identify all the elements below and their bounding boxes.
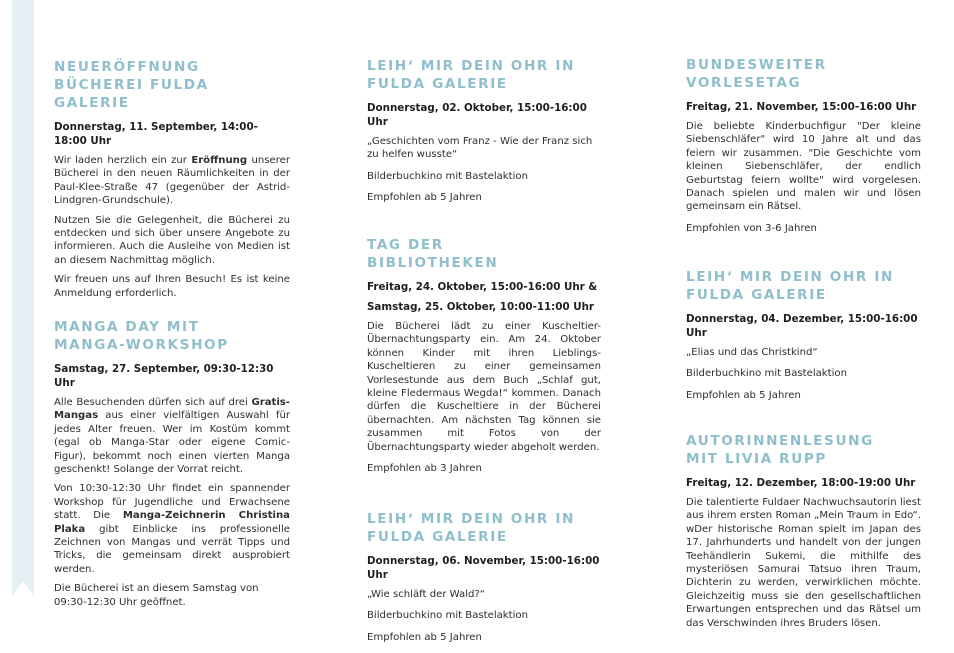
event-title-line2: MIT LIVIA RUPP — [686, 451, 827, 467]
event-title-line1: TAG DER — [367, 237, 444, 253]
event-note: Die Bücherei ist an diesem Samstag von 09:30-12:30 Uhr geöffnet. — [54, 583, 259, 608]
event-note: Wir freuen uns auf Ihren Besuch! Es ist keine Anmeldung erforderlich. — [54, 274, 290, 299]
event-activity: Bilderbuchkino mit Bastelaktion — [686, 368, 847, 380]
event-leih-mir-dein-ohr-dezember — [686, 268, 921, 408]
event-title-line1: LEIHʻ MIR DEIN OHR IN — [686, 269, 894, 285]
event-description: Von 10:30-12:30 Uhr findet ein spannender Workshop für Jugendliche und Erwachsene statt. Die Manga-Zeichnerin Christina Plaka gibt Einblicke ins professionelle Zeichnen von Mangas und verrät Tipps und Tricks, die gemeinsam direkt ausprobiert werden. — [54, 483, 290, 575]
event-description: Die beliebte Kinderbuchfigur "Der kleine Siebenschläfer" wird 10 Jahre alt und das feiern wir zusammen. "Die Geschichte vom kleinen Siebenschläfer, der endlich Geburtstag feiern wollte" wird vorgelesen. Danach spielen und malen wir und lösen gemeinsam ein Rätsel. — [686, 121, 921, 213]
event-date: Donnerstag, 06. November, 15:00-16:00 Uhr — [367, 555, 600, 581]
event-title-line1: MANGA DAY MIT — [54, 319, 200, 335]
event-title — [54, 58, 290, 112]
event-description: Alle Besuchenden dürfen sich auf drei Gratis-Mangas aus einer vielfältigen Auswahl für jedes Alter freuen. Wer im Kostüm kommt (egal ob Manga-Star oder eigene Comic-Figur), bekommt noch einen vierten Manga geschenkt! Solange der Vorrat reicht. — [54, 397, 290, 476]
event-opening — [54, 58, 290, 306]
event-title-line1: NEUERÖFFNUNG — [54, 59, 200, 75]
event-description: Die talentierte Fuldaer Nachwuchsautorin liest aus ihrem ersten Roman „Mein Traum in Edo“. wDer historische Roman spielt im Japan des 17. Jahrhunderts und handelt von der jungen Teehändlerin Sukemi, die mithilfe des mysteriösen Samurai Tatsuo ihren Traum, Dichterin zu werden, verwirklichen möchte. Gleichzeitig muss sie den gesellschaftlichen Erwartungen entsprechen und das Rätsel um das Verschwinden ihres Bruders lösen. — [686, 497, 921, 629]
event-title-line2: MANGA-WORKSHOP — [54, 337, 229, 353]
event-description: Nutzen Sie die Gelegenheit, die Bücherei zu entdecken und sich über unsere Angebote zu informieren. Auch die Ausleihe von Medien ist an diesem Nachmittag möglich. — [54, 214, 290, 266]
event-vorlesetag — [686, 56, 921, 241]
event-description: Wir laden herzlich ein zur Eröffnung unserer Bücherei in den neuen Räumlichkeiten in der Paul-Klee-Straße 47 (gegenüber der Astrid-Lindgren-Grundschule). — [54, 155, 290, 207]
event-title-line2: FULDA GALERIE — [367, 76, 508, 92]
event-title — [367, 57, 601, 93]
event-title — [367, 510, 601, 546]
bookmark-ribbon — [12, 0, 34, 596]
event-title-line1: BUNDESWEITER — [686, 57, 827, 73]
event-title-line1: LEIHʻ MIR DEIN OHR IN — [367, 58, 575, 74]
event-title-line2: BIBLIOTHEKEN — [367, 255, 499, 271]
event-activity: Bilderbuchkino mit Bastelaktion — [367, 610, 528, 622]
event-date: Donnerstag, 11. September, 14:00-18:00 Uhr — [54, 121, 258, 147]
event-activity: Bilderbuchkino mit Bastelaktion — [367, 170, 528, 182]
event-date: Freitag, 12. Dezember, 18:00-19:00 Uhr — [686, 477, 916, 489]
event-title — [54, 318, 290, 354]
event-date: Freitag, 21. November, 15:00-16:00 Uhr — [686, 101, 917, 113]
event-age: Empfohlen von 3-6 Jahren — [686, 222, 817, 234]
event-leih-mir-dein-ohr-november — [367, 510, 601, 650]
event-title-line2: FULDA GALERIE — [686, 287, 827, 303]
event-age: Empfohlen ab 5 Jahren — [686, 389, 801, 401]
event-age: Empfohlen ab 3 Jahren — [367, 463, 482, 475]
event-book-title: „Elias und das Christkind“ — [686, 347, 818, 358]
event-book-title: „Wie schläft der Wald?“ — [367, 589, 485, 600]
event-description: Die Bücherei lädt zu einer Kuscheltier-Übernachtungsparty ein. Am 24. Oktober können Kinder mit ihren Lieblings-Kuscheltieren zu einer gemeinsamen Vorlesestunde aus dem Buch „Schlaf gut, kleine Fledermaus Wegda!“ kommen. Danach dürfen die Kuscheltiere in der Bücherei übernachten. Am nächsten Tag können sie zusammen mit Fotos von der Übernachtungsparty wieder abgeholt werden. — [367, 321, 601, 453]
event-date: Donnerstag, 04. Dezember, 15:00-16:00 Uhr — [686, 313, 918, 339]
event-title-line1: AUTORINNENLESUNG — [686, 433, 874, 449]
event-age: Empfohlen ab 5 Jahren — [367, 631, 482, 643]
event-title-line2: VORLESETAG — [686, 75, 802, 91]
event-autorinnenlesung — [686, 432, 921, 636]
event-date: Freitag, 24. Oktober, 15:00-16:00 Uhr & — [367, 281, 598, 293]
event-book-title: „Geschichten vom Franz - Wie der Franz sich zu helfen wusste“ — [367, 136, 593, 161]
event-title — [686, 56, 921, 92]
event-title — [367, 236, 601, 272]
event-date: Donnerstag, 02. Oktober, 15:00-16:00 Uhr — [367, 102, 587, 128]
event-title-line2: BÜCHEREI FULDA GALERIE — [54, 77, 209, 111]
event-date: Samstag, 27. September, 09:30-12:30 Uhr — [54, 363, 274, 389]
event-tag-der-bibliotheken — [367, 236, 601, 481]
event-title-line1: LEIHʻ MIR DEIN OHR IN — [367, 511, 575, 527]
event-age: Empfohlen ab 5 Jahren — [367, 192, 482, 204]
event-date: Samstag, 25. Oktober, 10:00-11:00 Uhr — [367, 301, 594, 313]
event-title — [686, 268, 921, 304]
event-leih-mir-dein-ohr-oktober — [367, 57, 601, 211]
event-manga-day — [54, 318, 290, 615]
event-title — [686, 432, 921, 468]
event-title-line2: FULDA GALERIE — [367, 529, 508, 545]
